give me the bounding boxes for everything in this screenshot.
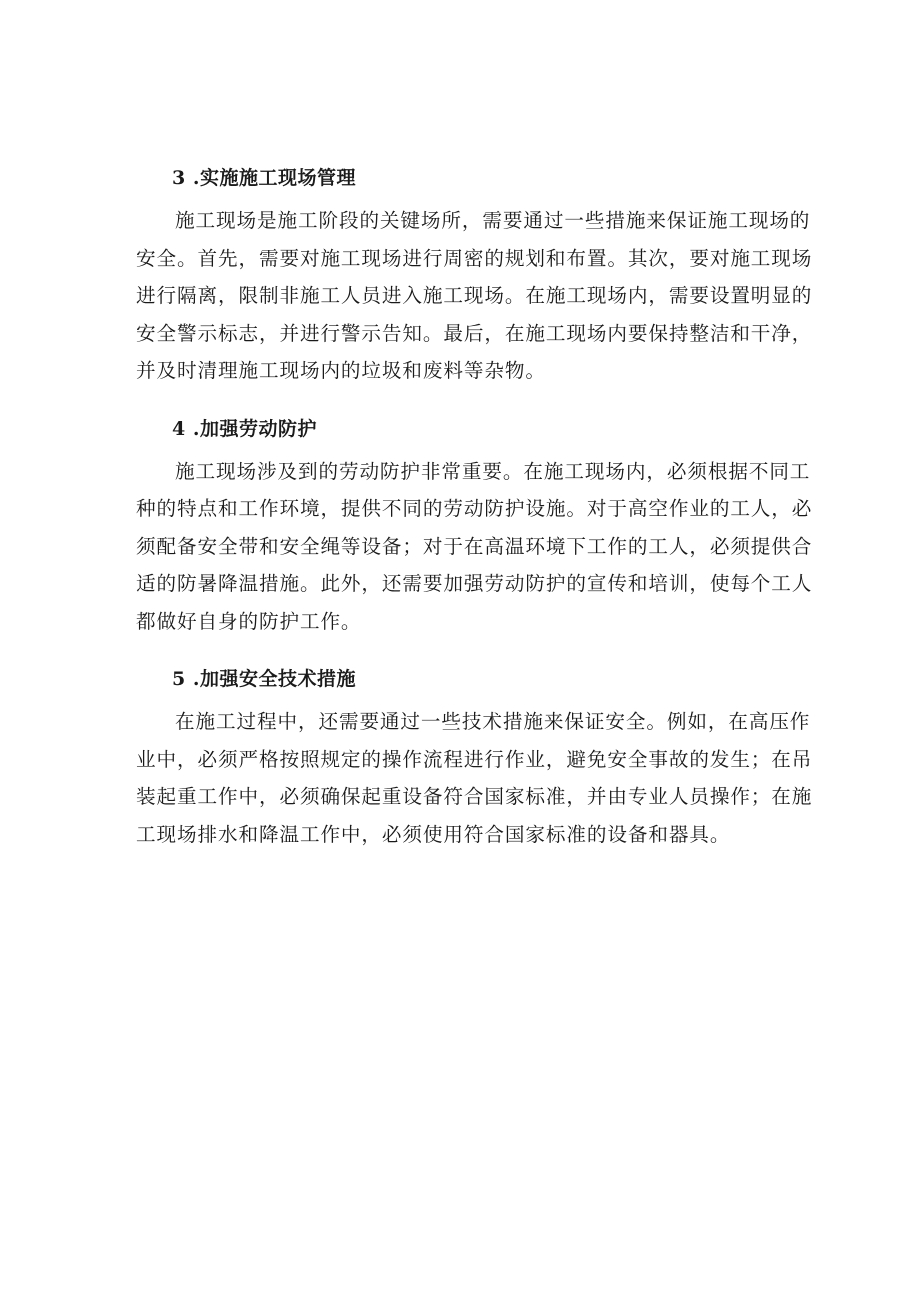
paragraph-line: 安全。首先，需要对施工现场进行周密的规划和布置。其次，要对施工现场: [136, 246, 813, 270]
paragraph-line: 须配备安全带和安全绳等设备；对于在高温环境下工作的工人，必须提供合: [136, 534, 813, 558]
section-heading-3: 3 .实施施工现场管理: [172, 167, 356, 189]
document-body: [136, 160, 813, 853]
paragraph-line: 进行隔离，限制非施工人员进入施工现场。在施工现场内，需要设置明显的: [136, 284, 813, 307]
paragraph-line: 工现场排水和降温工作中，必须使用符合国家标准的设备和器具。: [136, 822, 731, 846]
section-heading-4: 4 .加强劳动防护: [172, 417, 317, 440]
section-heading-5: 5 .加强安全技术措施: [172, 668, 356, 690]
paragraph-line: 并及时清理施工现场内的垃圾和废料等杂物。: [136, 359, 546, 382]
section-paragraph-5: [136, 703, 813, 853]
paragraph-line: 种的特点和工作环境，提供不同的劳动防护设施。对于高空作业的工人，必: [136, 497, 813, 520]
paragraph-line: 适的防暑降温措施。此外，还需要加强劳动防护的宣传和培训，使每个工人: [136, 572, 813, 595]
paragraph-line: 安全警示标志，并进行警示告知。最后，在施工现场内要保持整洁和干净，: [136, 321, 813, 345]
paragraph-line: 施工现场是施工阶段的关键场所，需要通过一些措施来保证施工现场的: [175, 209, 811, 232]
paragraph-line: 都做好自身的防护工作。: [136, 609, 362, 633]
paragraph-line: 业中，必须严格按照规定的操作流程进行作业，避免安全事故的发生；在吊: [136, 747, 813, 771]
paragraph-line: 装起重工作中，必须确保起重设备符合国家标准，并由专业人员操作；在施: [136, 785, 813, 808]
paragraph-line: 在施工过程中，还需要通过一些技术措施来保证安全。例如，在高压作: [175, 710, 811, 733]
section-paragraph-3: [136, 202, 813, 390]
section-paragraph-4: [136, 453, 813, 641]
paragraph-line: 施工现场涉及到的劳动防护非常重要。在施工现场内，必须根据不同工: [175, 459, 811, 483]
